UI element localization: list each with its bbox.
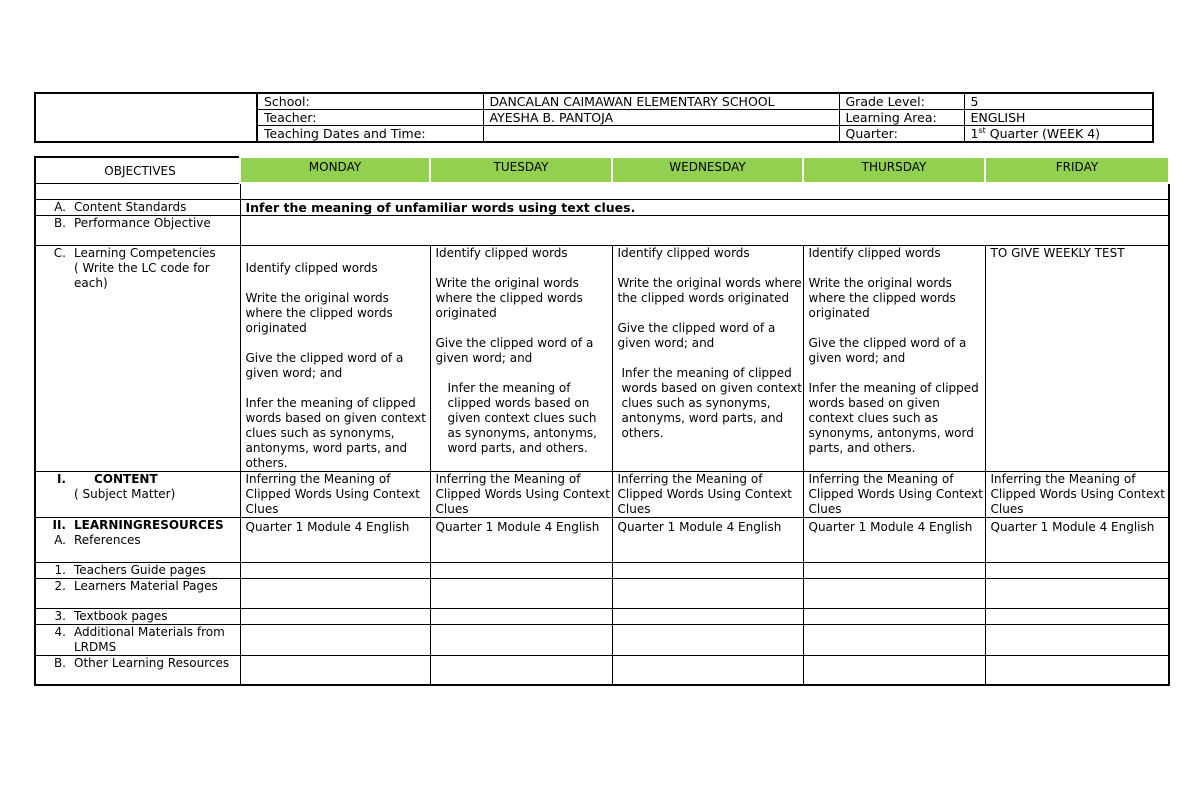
- competencies-wednesday: Identify clipped words Write the original words where the clipped words originated Give the clipped word of a given word; and Infer the meaning of clipped words based on given context clues such as synonyms, antonyms, word parts, and others.: [612, 245, 803, 471]
- empty-cell: [803, 608, 985, 624]
- textbook-pages-label: 3. Textbook pages: [35, 608, 240, 624]
- module-monday: Quarter 1 Module 4 English: [240, 517, 430, 562]
- day-friday: FRIDAY: [985, 157, 1169, 183]
- module-tuesday: Quarter 1 Module 4 English: [430, 517, 612, 562]
- competencies-thursday: Identify clipped words Write the original words where the clipped words originated Give the clipped word of a given word; and Infer the meaning of clipped words based on given context clues such as synonyms, antonyms, word parts, and others.: [803, 245, 985, 471]
- empty-cell: [240, 562, 430, 578]
- empty-cell: [612, 562, 803, 578]
- module-wednesday: Quarter 1 Module 4 English: [612, 517, 803, 562]
- empty-cell: [240, 655, 430, 685]
- grade-value: 5: [964, 93, 1153, 110]
- additional-materials-label: 4. Additional Materials from LRDMS: [35, 624, 240, 655]
- grade-label: Grade Level:: [839, 93, 964, 110]
- lesson-plan-table: [34, 156, 1170, 686]
- empty-cell: [430, 624, 612, 655]
- competencies-friday: TO GIVE WEEKLY TEST: [985, 245, 1169, 471]
- objectives-header: OBJECTIVES: [35, 157, 240, 183]
- teacher-label: Teacher:: [257, 110, 483, 126]
- learning-resources-label: II. LEARNINGRESOURCES A. References: [35, 517, 240, 562]
- content-monday: Inferring the Meaning of Clipped Words Using Context Clues: [240, 471, 430, 517]
- empty-cell: [612, 624, 803, 655]
- empty-cell: [803, 655, 985, 685]
- empty-cell: [612, 655, 803, 685]
- quarter-value: 1st Quarter (WEEK 4): [964, 126, 1153, 143]
- learners-material-label: 2. Learners Material Pages: [35, 578, 240, 608]
- day-monday: MONDAY: [240, 157, 430, 183]
- content-label: I. CONTENT ( Subject Matter): [35, 471, 240, 517]
- empty-cell: [803, 562, 985, 578]
- performance-objective-label: B. Performance Objective: [35, 215, 240, 245]
- teachers-guide-label: 1. Teachers Guide pages: [35, 562, 240, 578]
- competencies-monday: Identify clipped words Write the original words where the clipped words originated Give the clipped word of a given word; and Infer the meaning of clipped words based on given context clues such as synonyms, antonyms, word parts, and others.: [240, 245, 430, 471]
- empty-cell: [985, 624, 1169, 655]
- day-thursday: THURSDAY: [803, 157, 985, 183]
- empty-cell: [430, 655, 612, 685]
- content-wednesday: Inferring the Meaning of Clipped Words Using Context Clues: [612, 471, 803, 517]
- empty-cell: [430, 578, 612, 608]
- area-value: ENGLISH: [964, 110, 1153, 126]
- module-friday: Quarter 1 Module 4 English: [985, 517, 1169, 562]
- teacher-value: AYESHA B. PANTOJA: [483, 110, 839, 126]
- spacer-cell: [240, 183, 1169, 199]
- content-tuesday: Inferring the Meaning of Clipped Words Using Context Clues: [430, 471, 612, 517]
- empty-cell: [985, 655, 1169, 685]
- empty-cell: [612, 578, 803, 608]
- empty-cell: [240, 608, 430, 624]
- dates-label: Teaching Dates and Time:: [257, 126, 483, 143]
- day-wednesday: WEDNESDAY: [612, 157, 803, 183]
- competencies-tuesday: Identify clipped words Write the original words where the clipped words originated Give the clipped word of a given word; and Infer the meaning of clipped words based on given context clues such as synonyms, antonyms, word parts, and others.: [430, 245, 612, 471]
- day-tuesday: TUESDAY: [430, 157, 612, 183]
- empty-cell: [985, 578, 1169, 608]
- empty-cell: [803, 578, 985, 608]
- learning-competencies-label: C. Learning Competencies ( Write the LC code for each): [35, 245, 240, 471]
- performance-objective-text: [240, 215, 1169, 245]
- empty-cell: [240, 578, 430, 608]
- quarter-label: Quarter:: [839, 126, 964, 143]
- content-standards-text: Infer the meaning of unfamiliar words using text clues.: [240, 199, 1169, 215]
- school-value: DANCALAN CAIMAWAN ELEMENTARY SCHOOL: [483, 93, 839, 110]
- area-label: Learning Area:: [839, 110, 964, 126]
- logo-area: [35, 93, 257, 142]
- dates-value: [483, 126, 839, 143]
- empty-cell: [430, 562, 612, 578]
- other-resources-label: B. Other Learning Resources: [35, 655, 240, 685]
- content-standards-label: A. Content Standards: [35, 199, 240, 215]
- module-thursday: Quarter 1 Module 4 English: [803, 517, 985, 562]
- spacer-cell: [35, 183, 240, 199]
- content-thursday: Inferring the Meaning of Clipped Words Using Context Clues: [803, 471, 985, 517]
- empty-cell: [803, 624, 985, 655]
- empty-cell: [430, 608, 612, 624]
- content-friday: Inferring the Meaning of Clipped Words Using Context Clues: [985, 471, 1169, 517]
- empty-cell: [985, 562, 1169, 578]
- header-table: [34, 92, 1154, 143]
- empty-cell: [612, 608, 803, 624]
- empty-cell: [240, 624, 430, 655]
- school-label: School:: [257, 93, 483, 110]
- empty-cell: [985, 608, 1169, 624]
